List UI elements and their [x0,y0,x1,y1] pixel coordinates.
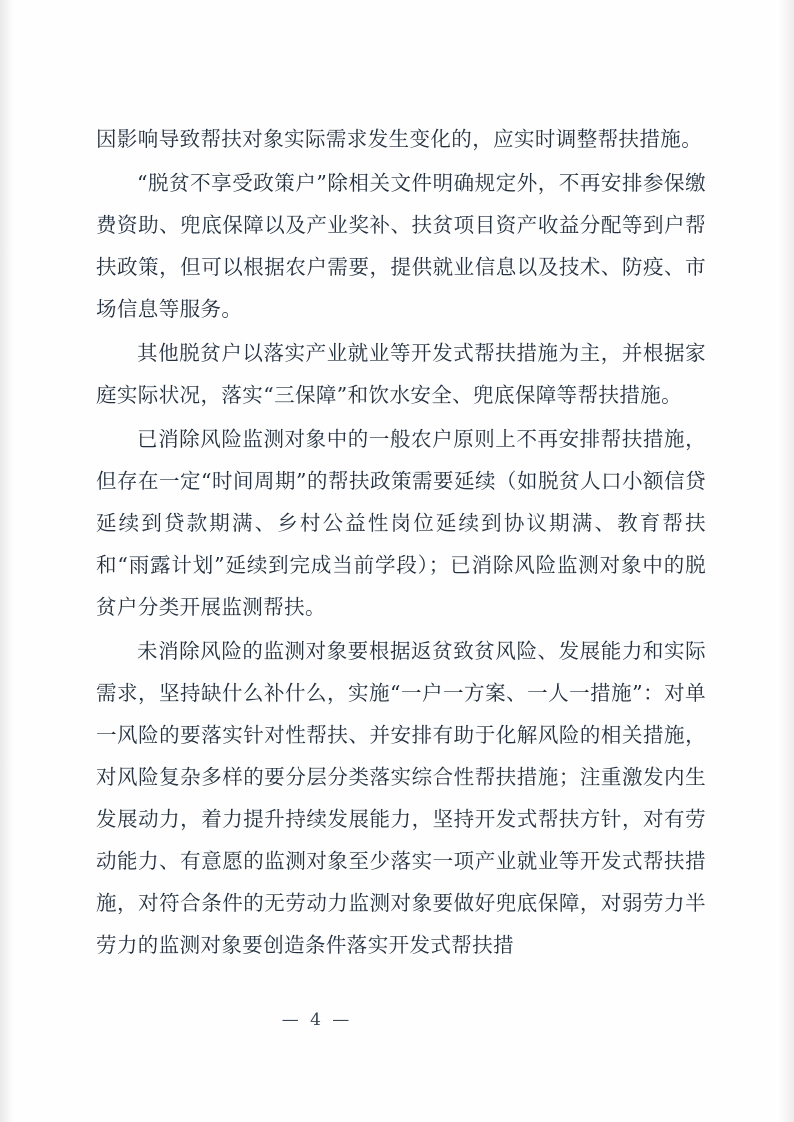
page-number-text: — 4 — [281,1010,353,1030]
scan-edge-right [778,0,794,1122]
paragraph: 已消除风险监测对象中的一般农户原则上不再安排帮扶措施，但存在一定“时间周期”的帮扶政策需要延续（如脱贫人口小额信贷延续到贷款期满、乡村公益性岗位延续到协议期满、教育帮扶和“雨露计划”延续到完成当前学段）；已消除风险监测对象中的脱贫户分类开展监测帮扶。 [96,427,706,619]
paragraph: 其他脱贫户以落实产业就业等开发式帮扶措施为主，并根据家庭实际状况，落实“三保障”和饮水安全、兜底保障等帮扶措施。 [96,341,706,407]
paragraph: 未消除风险的监测对象要根据返贫致贫风险、发展能力和实际需求，坚持缺什么补什么，实施“一户一方案、一人一措施”：对单一风险的要落实针对性帮扶、并安排有助于化解风险的相关措施，对风险复杂多样的要分层分类落实综合性帮扶措施；注重激发内生发展动力，着力提升持续发展能力，坚持开发式帮扶方针，对有劳动能力、有意愿的监测对象至少落实一项产业就业等开发式帮扶措施，对符合条件的无劳动力监测对象要做好兜底保障，对弱劳力半劳力的监测对象要创造条件落实开发式帮扶措 [96,639,706,957]
page-number [0,1010,794,1030]
paragraph: “脱贫不享受政策户”除相关文件明确规定外，不再安排参保缴费资助、兜底保障以及产业奖补、扶贫项目资产收益分配等到户帮扶政策，但可以根据农户需要，提供就业信息以及技术、防疫、市场信息等服务。 [96,171,706,321]
scan-edge-left [0,0,14,1122]
paragraph: 因影响导致帮扶对象实际需求发生变化的，应实时调整帮扶措施。 [96,127,703,151]
document-body [96,118,706,968]
